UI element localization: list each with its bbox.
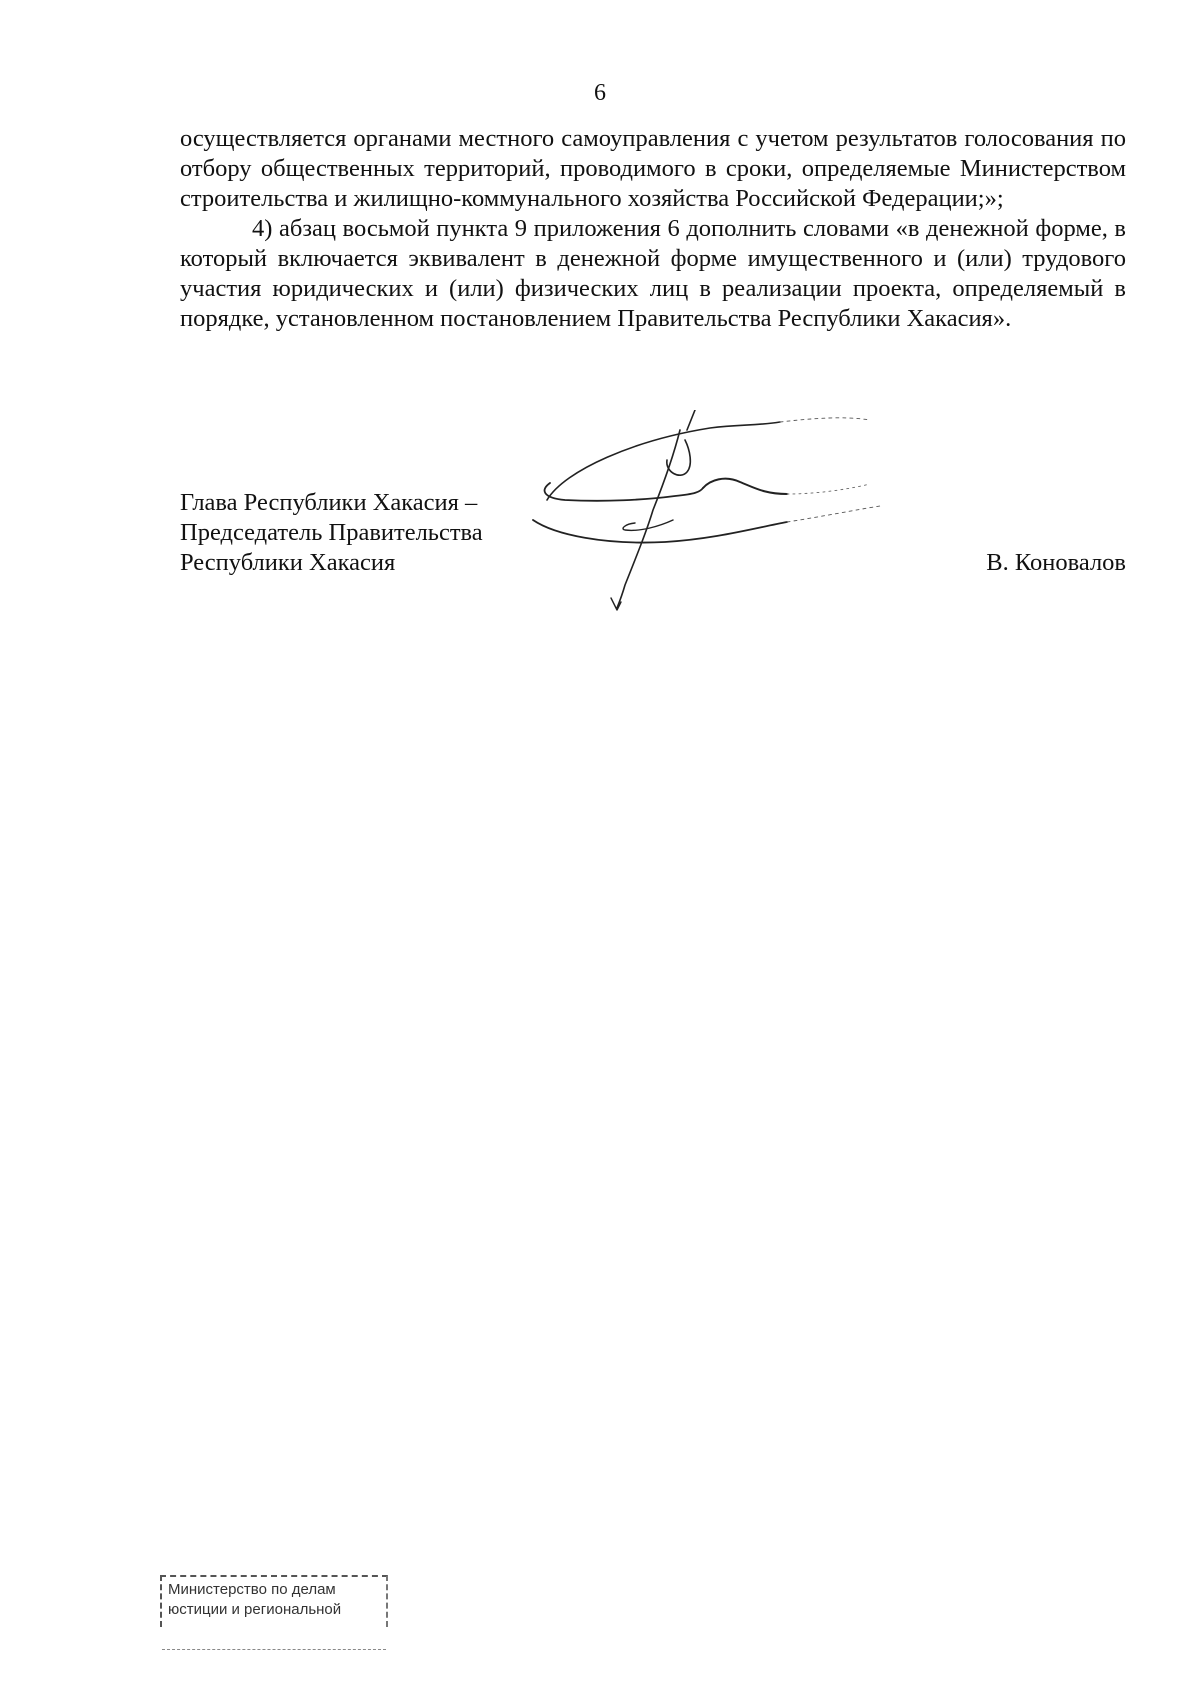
stamp-line: Министерство по делам: [168, 1581, 336, 1598]
registration-stamp: [160, 1575, 388, 1655]
signatory-title-line: Председатель Правительства: [180, 519, 483, 546]
signatory-title-line: Глава Республики Хакасия –: [180, 489, 478, 516]
paragraph-continuation: осуществляется органами местного самоуправления с учетом результатов голосования по отбору общественных территорий, проводимого в сроки, определяемые Министерством строительства и жилищно-коммунального хозяйства Российской Федерации;»;: [180, 125, 1126, 212]
signatory-name: В. Коновалов: [986, 549, 1126, 576]
stamp-underline: [162, 1649, 386, 1650]
paragraph-item-4: 4) абзац восьмой пункта 9 приложения 6 дополнить словами «в денежной форме, в который включается эквивалент в денежной форме имущественного и (или) трудового участия юридических и (или) физических лиц в реализации проекта, определяемый в порядке, установленном постановлением Правительства Республики Хакасия».: [180, 215, 1126, 332]
handwritten-signature: [525, 410, 925, 630]
page-number: 6: [594, 80, 606, 106]
document-body: [180, 124, 1126, 334]
signatory-title-line: Республики Хакасия: [180, 549, 396, 576]
stamp-line: юстиции и региональной: [168, 1601, 342, 1618]
signatory-title: [180, 488, 483, 578]
